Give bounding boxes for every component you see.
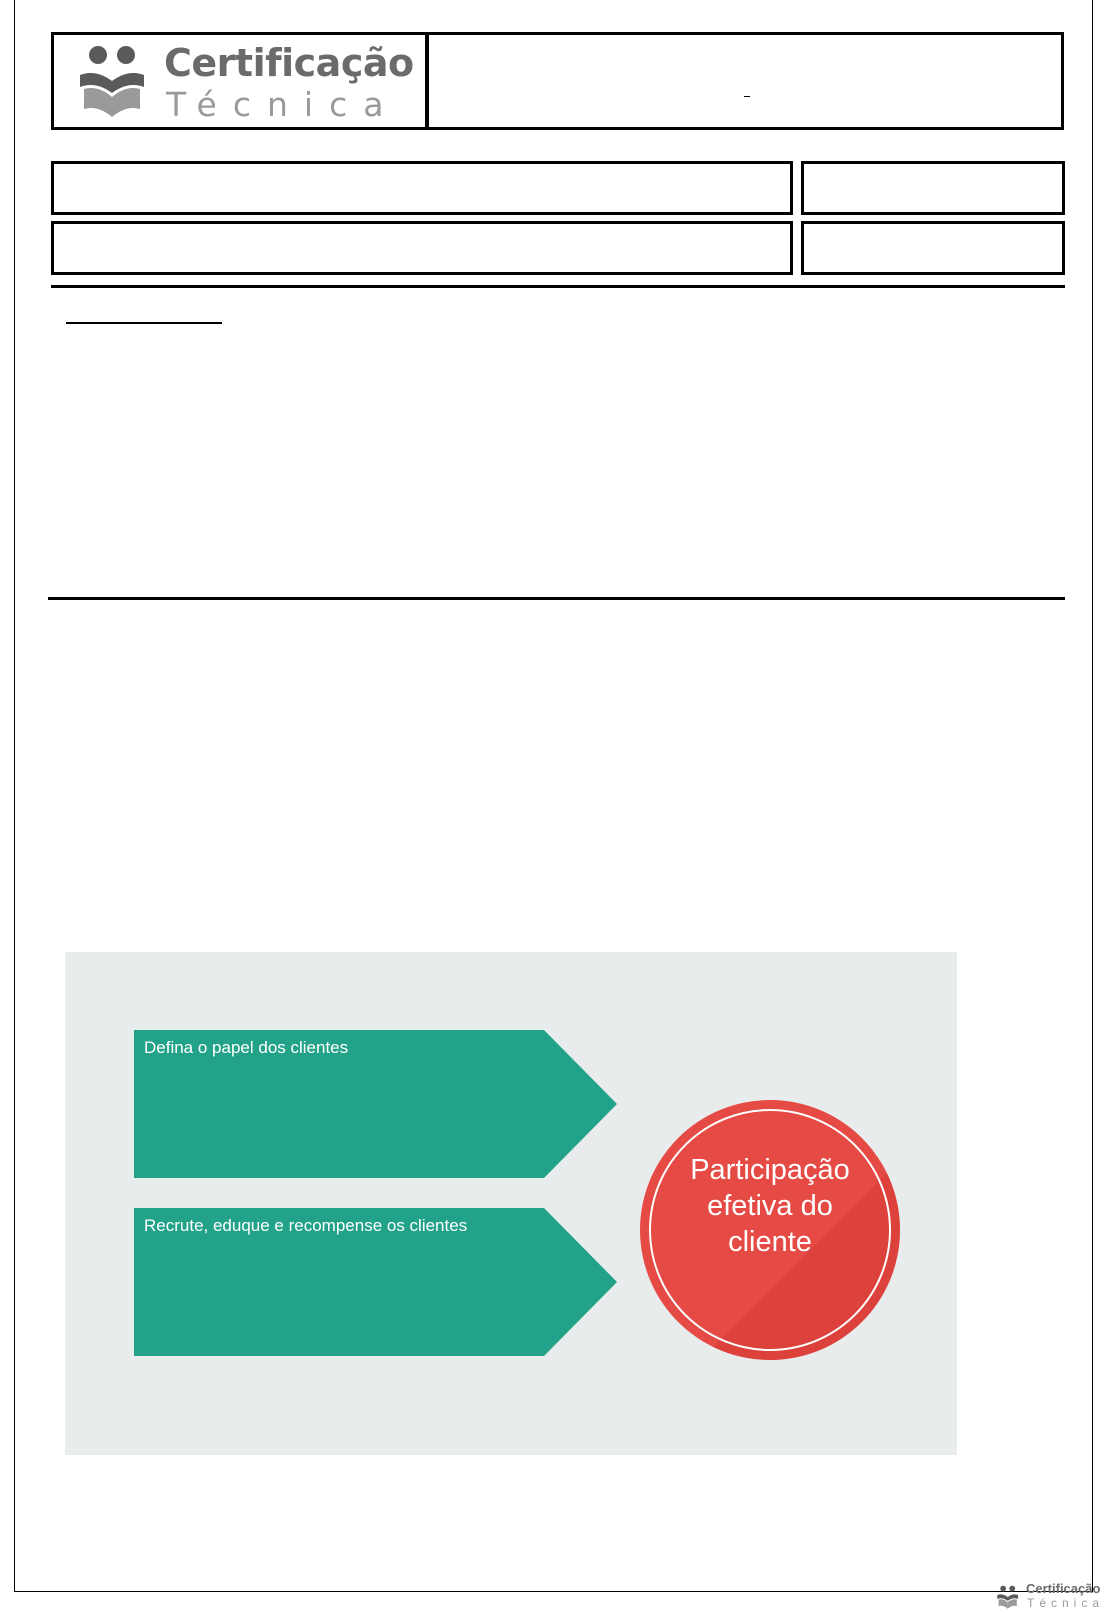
logo-text-tecnica: Técnica [166,85,400,124]
logo-icon [76,41,156,121]
circle-text-line: efetiva do [707,1190,833,1222]
info-field-2 [801,161,1065,215]
footer-logo [996,1581,1105,1613]
title-box [426,32,1064,130]
circle-text [640,1152,900,1260]
section-divider [48,597,1065,600]
arrow-define-role [134,1030,617,1178]
title-mark [744,96,750,97]
arrow-label: Defina o papel dos clientes [144,1038,349,1057]
heading-underline [66,322,222,324]
footer-logo-icon [996,1583,1022,1611]
footer-logo-text-tecnica: Técnica [1027,1596,1105,1610]
info-field-4 [801,221,1065,275]
circle-text-line: cliente [728,1226,812,1258]
info-field-3 [51,221,793,275]
header-divider [51,285,1065,288]
info-field-1 [51,161,793,215]
circle-text-line: Participação [690,1154,850,1186]
footer-logo-text-certificacao: Certificação [1026,1581,1101,1596]
logo-text-certificacao: Certificação [164,41,414,85]
participation-circle [640,1100,900,1360]
logo-box [51,32,428,130]
arrow-label: Recrute, eduque e recompense os clientes [144,1216,468,1235]
participation-figure [65,952,957,1455]
arrow-recruit-educate-reward [134,1208,617,1356]
